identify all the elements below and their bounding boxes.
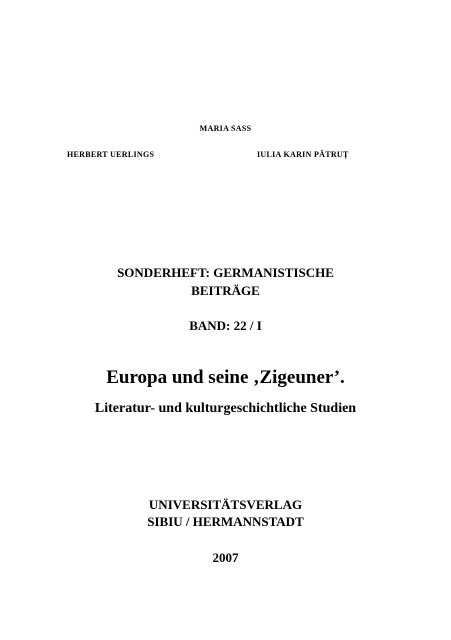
editor-name-3: IULIA KARIN PĂTRUȚ — [257, 150, 349, 159]
book-subtitle: Literatur- und kulturgeschichtliche Studien — [94, 401, 357, 416]
book-title: Europa und seine ‚Zigeuner’. — [106, 367, 345, 388]
series-title-line-2: BEITRÄGE — [191, 283, 260, 298]
publisher-name: UNIVERSITÄTSVERLAG — [148, 497, 303, 512]
publication-year: 2007 — [212, 550, 239, 565]
editor-name-1: MARIA SASS — [199, 124, 252, 133]
publisher-city: SIBIU / HERMANNSTADT — [147, 514, 304, 529]
editor-name-2: HERBERT UERLINGS — [67, 150, 155, 159]
volume-number: BAND: 22 / I — [189, 318, 262, 333]
series-title-line-1: SONDERHEFT: GERMANISTISCHE — [117, 265, 334, 280]
